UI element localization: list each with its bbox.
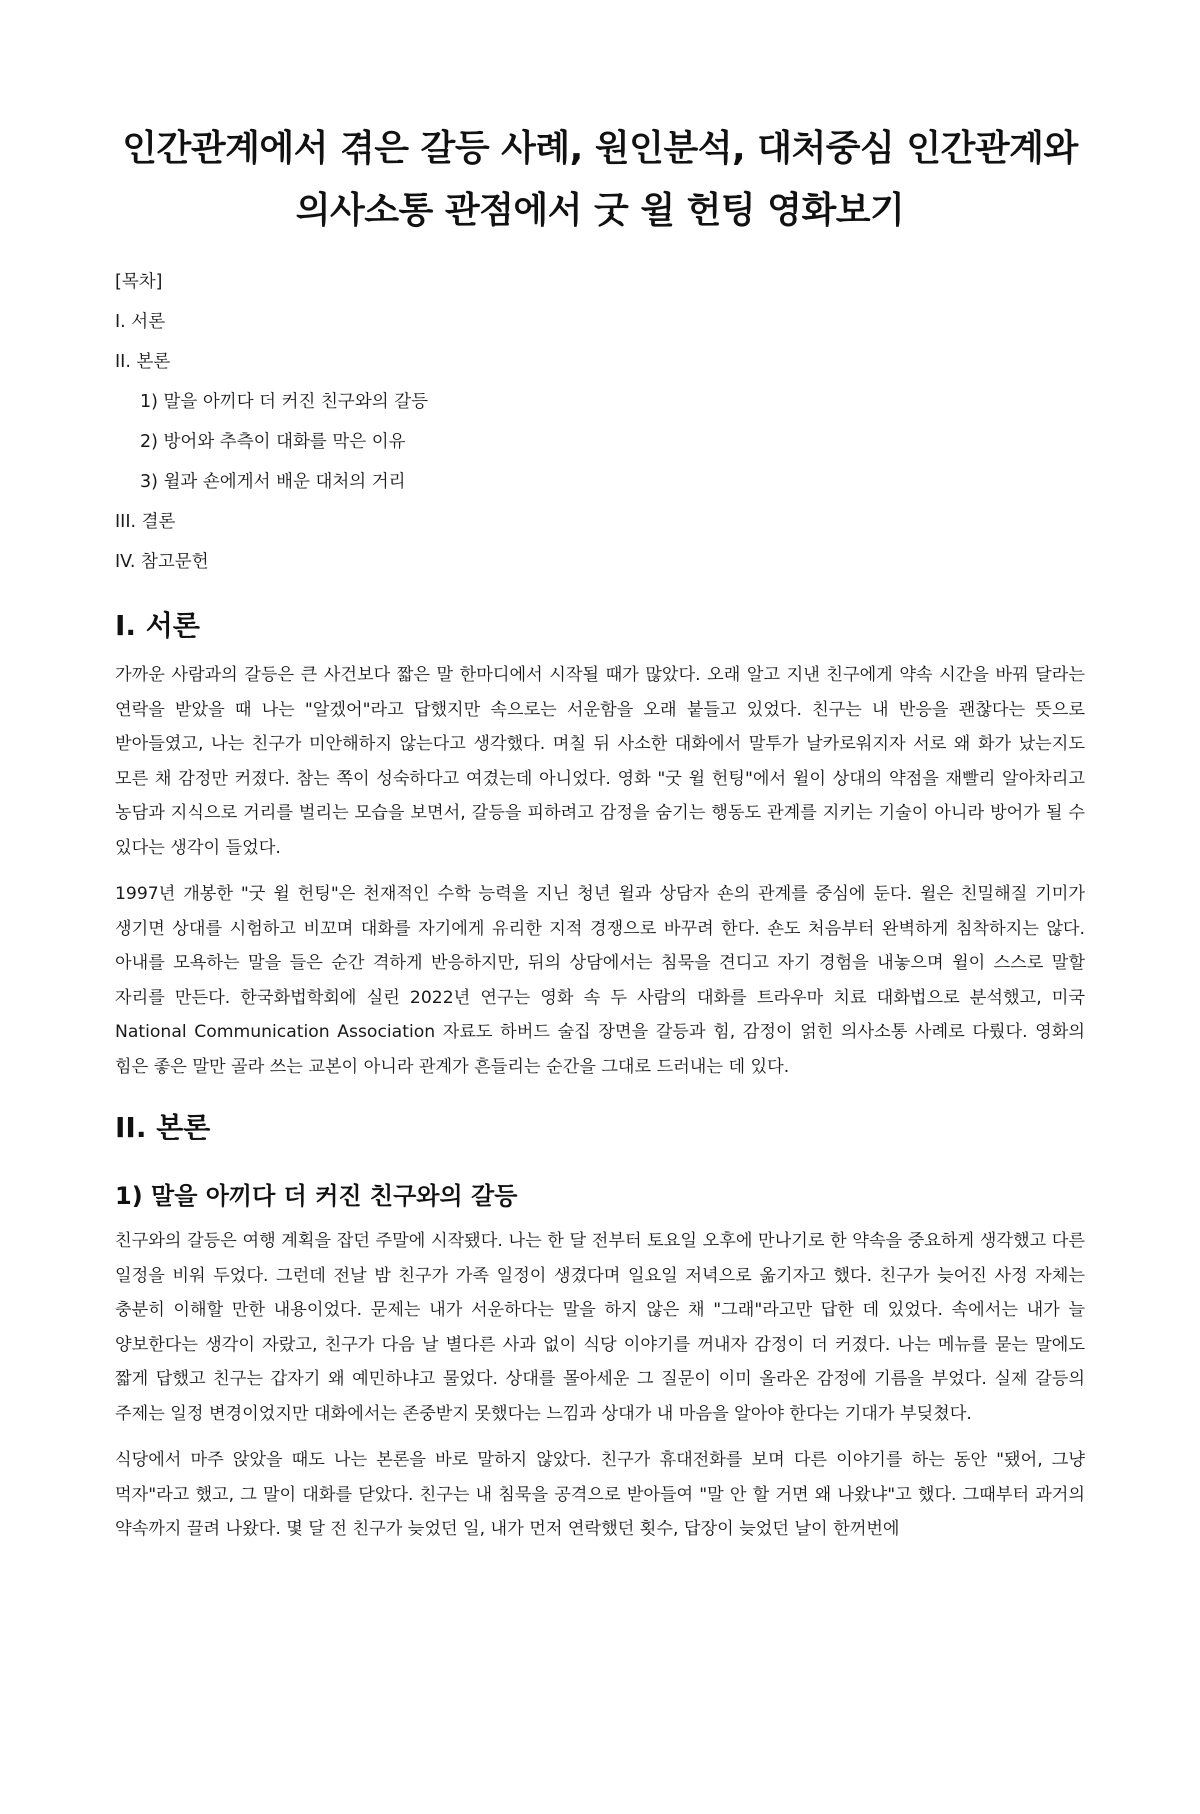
toc-item-conclusion: III. 결론 <box>115 512 176 532</box>
body-paragraph-2: 식당에서 마주 앉았을 때도 나는 본론을 바로 말하지 않았다. 친구가 휴대전화를 보며 다른 이야기를 하는 동안 "됐어, 그냥 먹자"라고 했고, 그 말이 대화를 닫았다. 친구는 내 침묵을 공격으로 받아들여 "말 안 할 거면 왜 나왔냐"고 했다. 그때부터 과거의 약속까지 끌려 나왔다. 몇 달 전 친구가 늦었던 일, 내가 먼저 연락했던 횟수, 답장이 늦었던 날이 한꺼번에 <box>115 1450 1085 1539</box>
introduction-paragraph-1: 가까운 사람과의 갈등은 큰 사건보다 짧은 말 한마디에서 시작될 때가 많았다. 오래 알고 지낸 친구에게 약속 시간을 바꿔 달라는 연락을 받았을 때 나는 "알겠어"라고 답했지만 속으로는 서운함을 오래 붙들고 있었다. 친구는 내 반응을 괜찮다는 뜻으로 받아들였고, 나는 친구가 미안해하지 않는다고 생각했다. 며칠 뒤 사소한 대화에서 말투가 날카로워지자 서로 왜 화가 났는지도 모른 채 감정만 커졌다. 참는 쪽이 성숙하다고 여겼는데 아니었다. 영화 "굿 윌 헌팅"에서 윌이 상대의 약점을 재빨리 알아차리고 농담과 지식으로 거리를 벌리는 모습을 보면서, 갈등을 피하려고 감정을 숨기는 행동도 관계를 지키는 기술이 아니라 방어가 될 수 있다는 생각이 들었다. <box>115 665 1085 858</box>
toc-item-body: II. 본론 <box>115 352 171 372</box>
section-heading-body: II. 본론 <box>115 1111 211 1144</box>
toc-item-body-2: 2) 방어와 추측이 대화를 막은 이유 <box>140 432 406 452</box>
toc-item-body-3: 3) 윌과 숀에게서 배운 대처의 거리 <box>140 472 406 492</box>
toc-item-references: IV. 참고문헌 <box>115 552 209 572</box>
body-paragraph-1: 친구와의 갈등은 여행 계획을 잡던 주말에 시작됐다. 나는 한 달 전부터 토요일 오후에 만나기로 한 약속을 중요하게 생각했고 다른 일정을 비워 두었다. 그런데 전날 밤 친구가 가족 일정이 생겼다며 일요일 저녁으로 옮기자고 했다. 친구가 늦어진 사정 자체는 충분히 이해할 만한 내용이었다. 문제는 내가 서운하다는 말을 하지 않은 채 "그래"라고만 답한 데 있었다. 속에서는 내가 늘 양보한다는 생각이 자랐고, 친구가 다음 날 별다른 사과 없이 식당 이야기를 꺼내자 감정이 더 커졌다. 나는 메뉴를 묻는 말에도 짧게 답했고 친구는 갑자기 왜 예민하냐고 물었다. 상대를 몰아세운 그 질문이 이미 올라온 감정에 기름을 부었다. 실제 갈등의 주제는 일정 변경이었지만 대화에서는 존중받지 못했다는 느낌과 상대가 내 마음을 알아야 한다는 기대가 부딪쳤다. <box>115 1231 1085 1424</box>
subsection-heading-1: 1) 말을 아끼다 더 커진 친구와의 갈등 <box>115 1182 518 1210</box>
document-page <box>0 118 1200 1814</box>
document-title: 인간관계에서 겪은 갈등 사례, 원인분석, 대처중심 인간관계와 의사소통 관점에서 굿 윌 헌팅 영화보기 <box>122 128 1078 231</box>
toc-item-body-1: 1) 말을 아끼다 더 커진 친구와의 갈등 <box>140 392 429 412</box>
table-of-contents <box>115 262 1085 582</box>
introduction-paragraph-2: 1997년 개봉한 "굿 윌 헌팅"은 천재적인 수학 능력을 지닌 청년 윌과 상담자 숀의 관계를 중심에 둔다. 윌은 친밀해질 기미가 생기면 상대를 시험하고 비꼬며 대화를 자기에게 유리한 지적 경쟁으로 바꾸려 한다. 숀도 처음부터 완벽하게 침착하지는 않다. 아내를 모욕하는 말을 들은 순간 격하게 반응하지만, 뒤의 상담에서는 침묵을 견디고 자기 경험을 내놓으며 윌이 스스로 말할 자리를 만든다. 한국화법학회에 실린 2022년 연구는 영화 속 두 사람의 대화를 트라우마 치료 대화법으로 분석했고, 미국 National Communication Association 자료도 하버드 술집 장면을 갈등과 힘, 감정이 얽힌 의사소통 사례로 다뤘다. 영화의 힘은 좋은 말만 골라 쓰는 교본이 아니라 관계가 흔들리는 순간을 그대로 드러내는 데 있다. <box>115 884 1085 1077</box>
toc-item-introduction: I. 서론 <box>115 312 166 332</box>
section-heading-introduction: I. 서론 <box>115 609 200 642</box>
toc-heading: [목차] <box>115 272 163 292</box>
